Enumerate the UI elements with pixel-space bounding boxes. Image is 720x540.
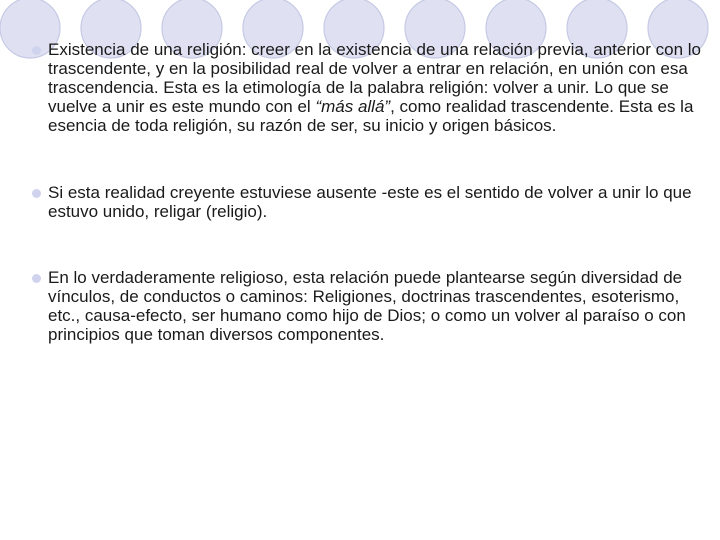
- bullet-text: En lo verdaderamente religioso, esta relación puede plantearse según diversidad de vínculos, de conductos o caminos: Religiones, doctrinas trascendentes, esoterismo, etc., causa-efecto, ser humano como hijo de Dios; o como un volver al paraíso o con principios que toman diversos componentes.: [48, 268, 686, 344]
- list-item: [32, 268, 702, 344]
- bullet-text: Si esta realidad creyente estuviese ausente -este es el sentido de volver a unir lo que estuvo unido, religar (religio).: [48, 183, 692, 221]
- list-item: [32, 183, 702, 221]
- bullet-text-part: , como realidad trascendente. Esta es la esencia de toda religión, su razón de ser, su inicio y origen básicos.: [48, 97, 694, 135]
- bullet-text: [48, 40, 701, 135]
- list-item: [32, 40, 702, 135]
- bullet-icon: [32, 189, 41, 198]
- bullet-text-part: Existencia de una religión: creer en la existencia de una relación previa, anterior con lo trascendente, y en la posibilidad real de volver a entrar en relación, en unión con esa trascendencia. Esta es la etimología de la palabra religión: volver a unir. Lo que se vuelve a unir es este mundo con el: [48, 40, 701, 116]
- content-bullet-list: [32, 40, 702, 344]
- bullet-icon: [32, 46, 41, 55]
- bullet-icon: [32, 274, 41, 283]
- emphasis-text: “más allá”: [315, 97, 391, 116]
